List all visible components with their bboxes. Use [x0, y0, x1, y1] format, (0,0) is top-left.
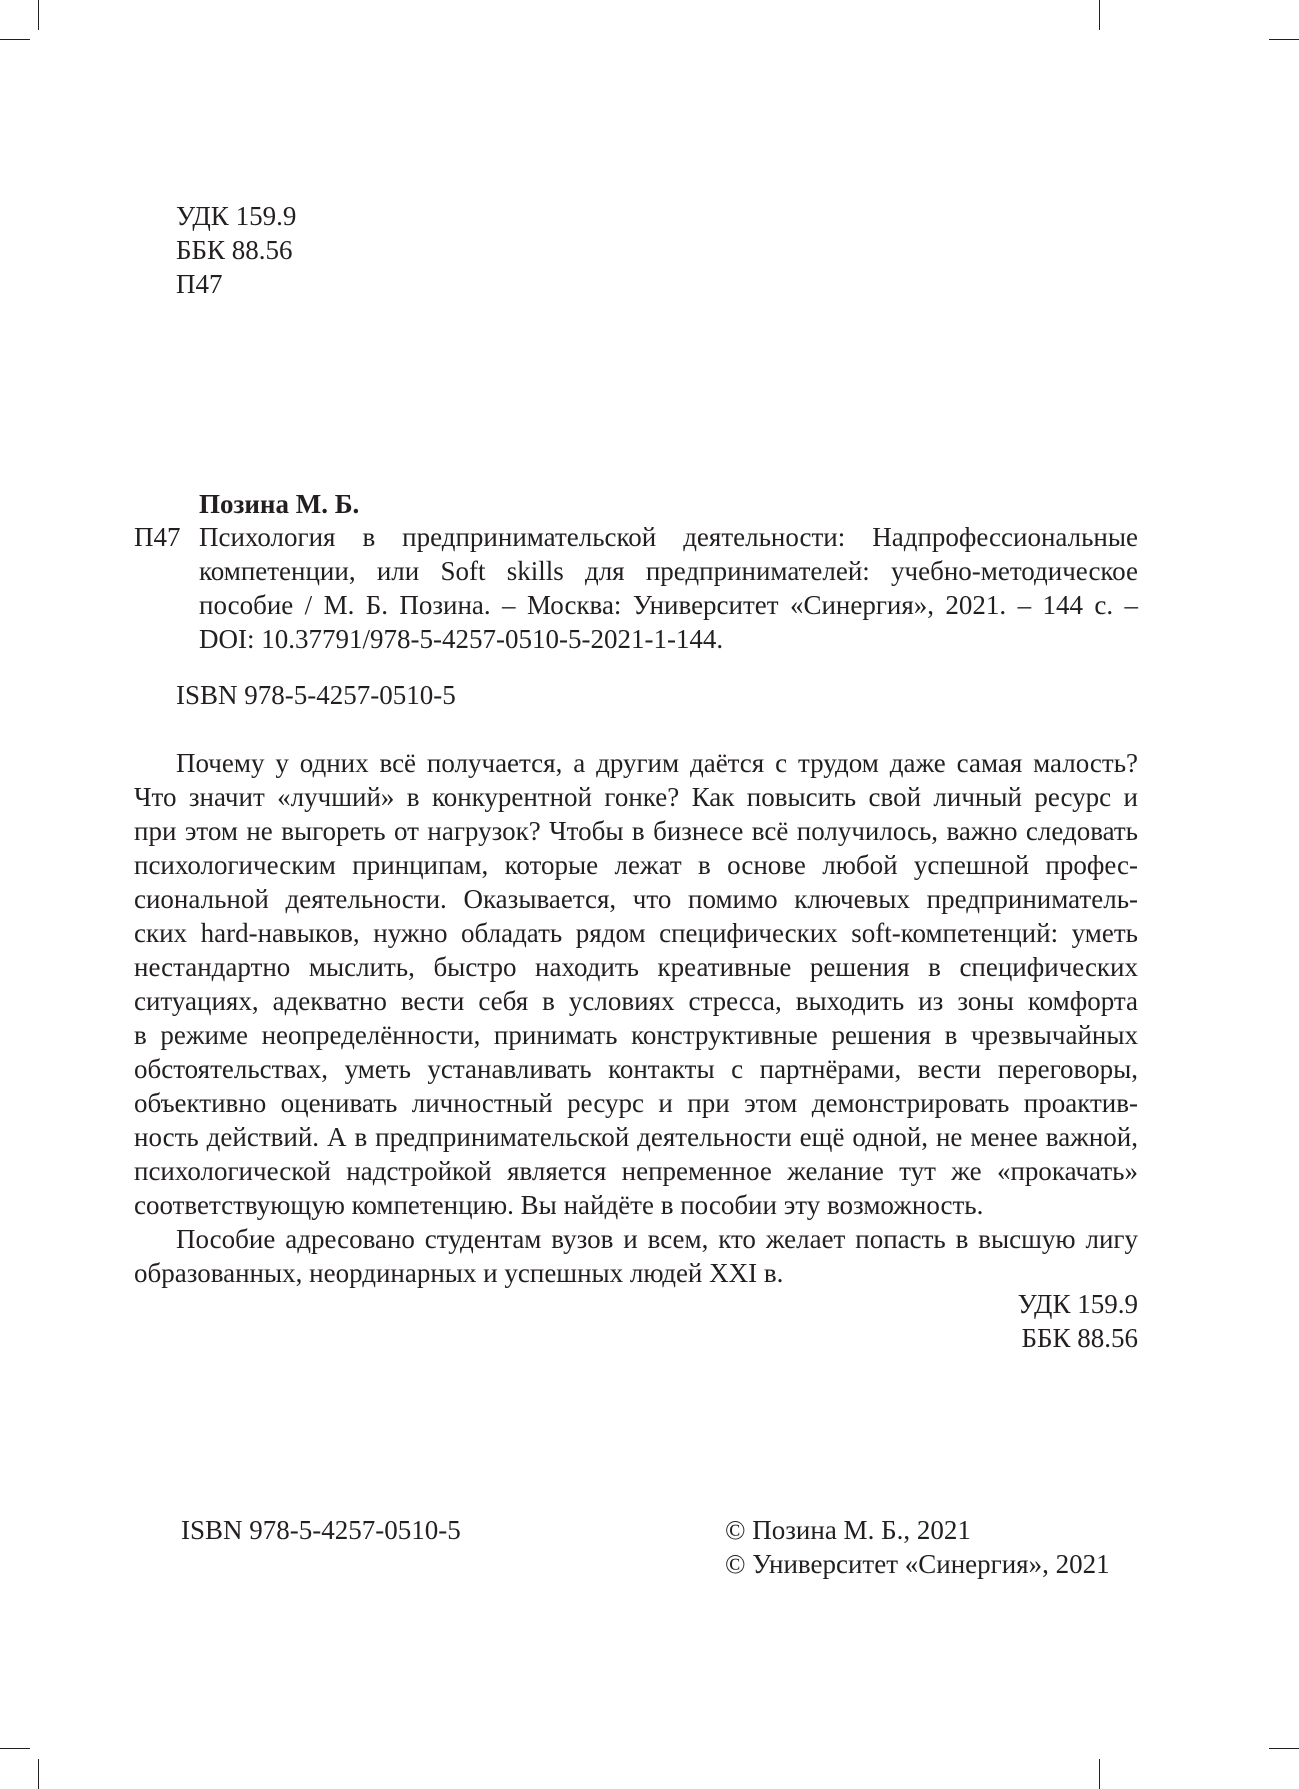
- crop-mark-top-right: [1099, 0, 1100, 30]
- abstract-line: ских hard-навыков, нужно обладать рядом специфических soft-компетенций: уметь: [134, 918, 1138, 948]
- classification-bottom: [1018, 1287, 1138, 1355]
- copyright-publisher: © Университет «Синергия», 2021: [725, 1549, 1110, 1579]
- bibliographic-description: [199, 520, 1138, 656]
- crop-mark-bottom-left-h: [0, 1748, 30, 1749]
- crop-mark-top-left-h: [0, 39, 30, 40]
- abstract-line: в режиме неопределённости, принимать конструктивные решения в чрезвычайных: [134, 1020, 1138, 1050]
- abstract-line: нестандартно мыслить, быстро находить креативные решения в специфических: [134, 952, 1138, 982]
- entry-isbn: ISBN 978-5-4257-0510-5: [176, 680, 456, 710]
- abstract-line: обстоятельствах, уметь устанавливать контакты с партнёрами, вести переговоры,: [134, 1054, 1138, 1084]
- author-sign: П47: [176, 269, 223, 299]
- abstract-line: сиональной деятельности. Оказывается, что помимо ключевых предприниматель-: [134, 884, 1138, 914]
- abstract-line: образованных, неординарных и успешных людей XXI в.: [134, 1258, 784, 1288]
- udk-code-bottom: УДК 159.9: [1017, 1289, 1138, 1319]
- abstract-line: при этом не выгореть от нагрузок? Чтобы в бизнесе всё получилось, важно следовать: [134, 816, 1138, 846]
- crop-mark-bottom-right-h: [1269, 1748, 1299, 1749]
- biblio-line: компетенции, или Soft skills для предпринимателей: учебно-методическое: [199, 556, 1138, 586]
- abstract-line: ность действий. А в предпринимательской деятельности ещё одной, не менее важной,: [134, 1122, 1138, 1152]
- entry-author-sign: П47: [134, 522, 181, 552]
- biblio-line: DOI: 10.37791/978-5-4257-0510-5-2021-1-144.: [199, 624, 724, 654]
- abstract-line: Пособие адресовано студентам вузов и всем, кто желает попасть в высшую лигу: [176, 1224, 1138, 1254]
- biblio-line: Психология в предпринимательской деятельности: Надпрофессиональные: [199, 522, 1138, 552]
- crop-mark-top-right-h: [1269, 39, 1299, 40]
- copyright-block: [725, 1513, 1110, 1581]
- abstract-line: объективно оценивать личностный ресурс и при этом демонстрировать проактив-: [134, 1088, 1138, 1118]
- footer-isbn: ISBN 978-5-4257-0510-5: [181, 1515, 461, 1545]
- udk-code: УДК 159.9: [176, 201, 297, 231]
- biblio-line: пособие / М. Б. Позина. – Москва: Университет «Синергия», 2021. – 144 с. –: [199, 590, 1138, 620]
- abstract-line: психологической надстройкой является непременное желание тут же «прокачать»: [134, 1156, 1138, 1186]
- bbk-code-bottom: ББК 88.56: [1021, 1323, 1138, 1353]
- abstract-line: соответствующую компетенцию. Вы найдёте в пособии эту возможность.: [134, 1190, 984, 1220]
- crop-mark-bottom-left: [38, 1759, 39, 1789]
- crop-mark-bottom-right: [1099, 1759, 1100, 1789]
- abstract-line: Что значит «лучший» в конкурентной гонке? Как повысить свой личный ресурс и: [134, 782, 1138, 812]
- crop-mark-top-left: [38, 0, 39, 30]
- abstract-line: ситуациях, адекватно вести себя в условиях стресса, выходить из зоны комфорта: [134, 986, 1138, 1016]
- copyright-author: © Позина М. Б., 2021: [725, 1515, 971, 1545]
- bbk-code: ББК 88.56: [176, 235, 293, 265]
- classification-top: [176, 199, 296, 301]
- abstract: [134, 746, 1138, 1290]
- abstract-line: Почему у одних всё получается, а другим даётся с трудом даже самая малость?: [176, 748, 1138, 778]
- abstract-line: психологическим принципам, которые лежат в основе любой успешной профес-: [134, 850, 1138, 880]
- author-name: Позина М. Б.: [199, 489, 360, 519]
